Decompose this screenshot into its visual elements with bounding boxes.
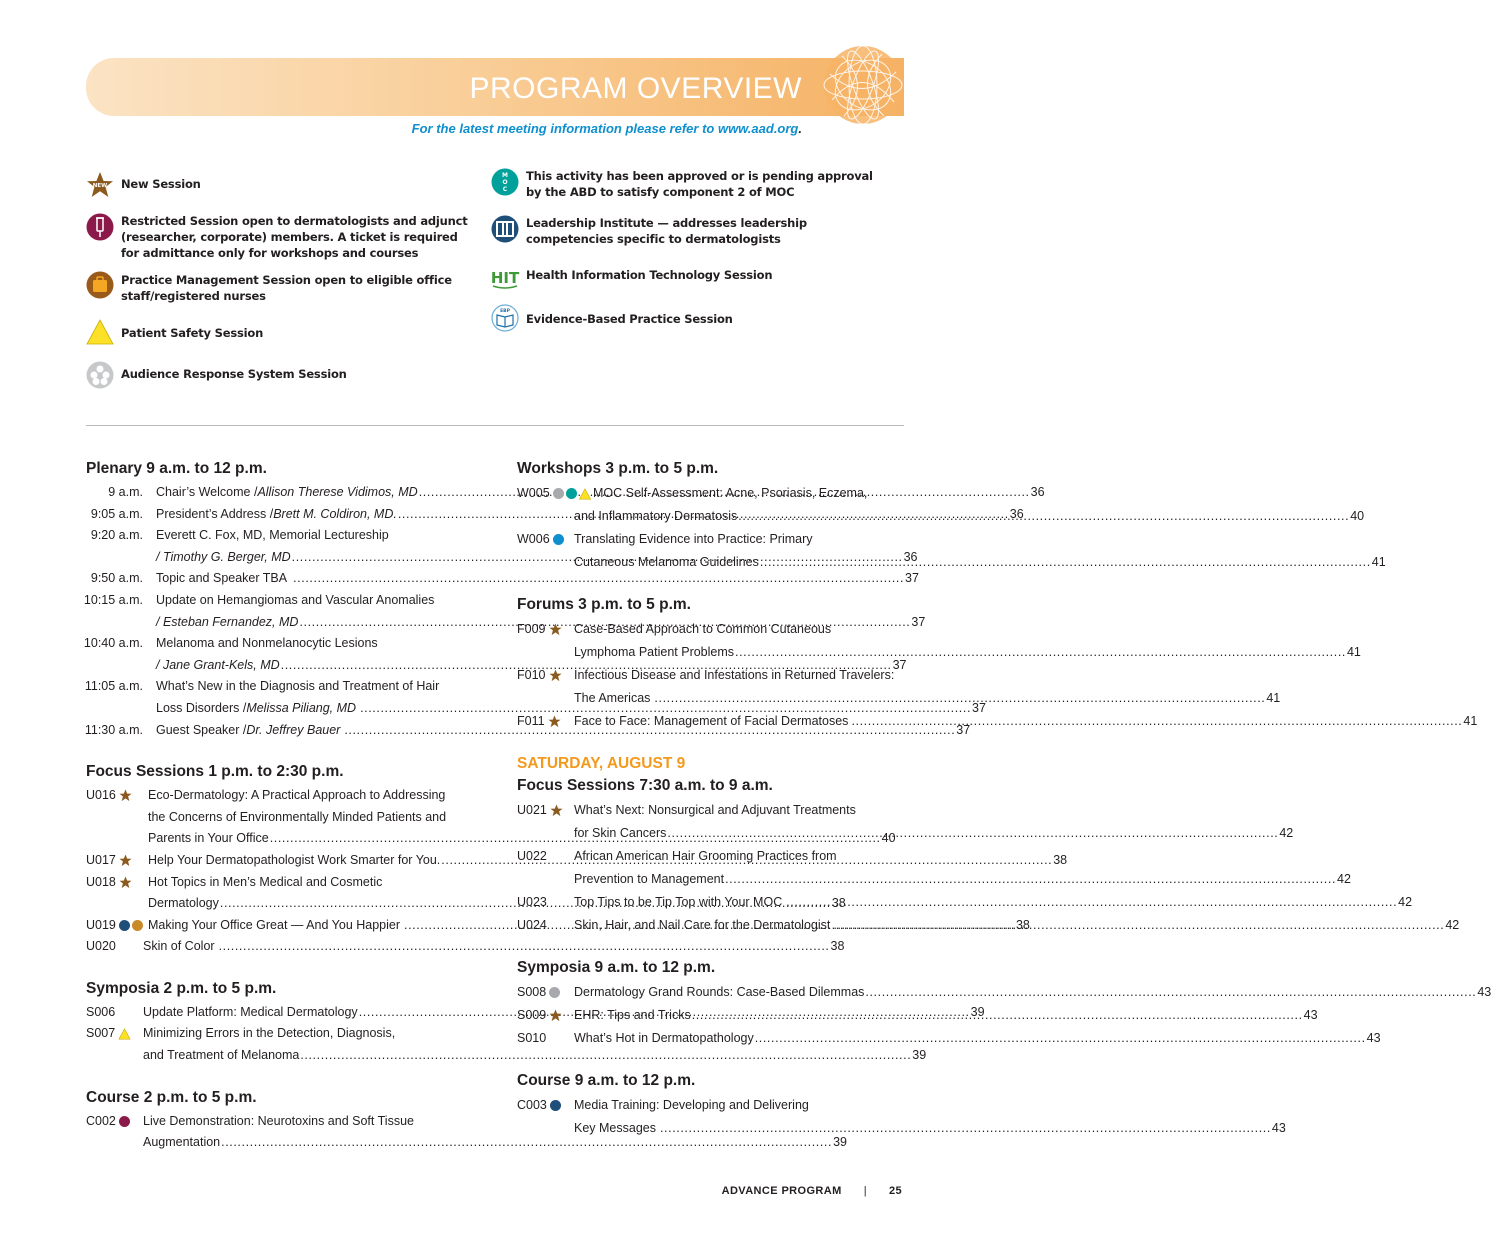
divider (86, 425, 904, 426)
session-code: U019 (86, 917, 116, 932)
entry-title: Topic and Speaker TBA (156, 571, 288, 586)
legend-new-session (86, 171, 466, 199)
new-star-icon (548, 715, 561, 728)
session-entry (86, 936, 845, 958)
entry-title: Update on Hemangiomas and Vascular Anomalies (156, 592, 435, 607)
leadership-dot-icon (550, 1100, 561, 1111)
entry-speaker: Allison Therese Vidimos, MD (257, 485, 418, 499)
session-title-cont: Augmentation (143, 1135, 221, 1150)
hit-icon (491, 262, 519, 290)
session-title: What’s Hot in Dermatopathology (574, 1031, 754, 1045)
session-code: C002 (86, 1113, 116, 1128)
new-star-icon (119, 876, 132, 889)
entry-page: 37 (956, 722, 971, 737)
session-code: S009 (517, 1008, 547, 1022)
new-star-icon (549, 669, 562, 682)
session-page: 43 (1477, 985, 1491, 999)
session-title-cont: Key Messages (574, 1121, 656, 1135)
session-title: Skin, Hair, and Nail Care for the Dermatologist (574, 918, 831, 932)
session-code: U018 (86, 874, 116, 889)
session-title: Live Demonstration: Neurotoxins and Soft Tissue (143, 1113, 414, 1128)
entry-time: 9:50 a.m. (90, 571, 143, 586)
entry-title: Chair’s Welcome / (156, 485, 258, 499)
session-title: Hot Topics in Men’s Medical and Cosmetic (148, 874, 383, 889)
entry-page: 36 (1030, 485, 1045, 499)
session-title: Top Tips to be Tip Top with Your MOC (574, 895, 783, 909)
legend-new-session-text: New Session (121, 177, 201, 191)
session-title-cont: The Americas (574, 691, 651, 705)
moc-dot-icon (566, 488, 577, 499)
session-code: U021 (517, 803, 547, 817)
legend-leadership-text: Leadership Institute — addresses leadership competencies specific to dermatologists (526, 216, 807, 246)
ebp-badge-text: EBP (500, 309, 510, 314)
forums-heading: Forums 3 p.m. to 5 p.m. (517, 596, 691, 613)
session-title: Update Platform: Medical Dermatology (143, 1004, 358, 1019)
restricted-dot-icon (119, 1116, 130, 1127)
session-page: 40 (1350, 509, 1365, 523)
legend-ebp-text: Evidence-Based Practice Session (526, 312, 733, 326)
entry-title: What’s New in the Diagnosis and Treatment of Hair (156, 679, 440, 694)
session-title: Eco-Dermatology: A Practical Approach to Addressing (148, 788, 446, 803)
ebp-dot-icon (553, 534, 564, 545)
session-code: W005 (517, 486, 550, 500)
session-title: Making Your Office Great — And You Happier (148, 917, 401, 932)
session-page: 42 (1398, 895, 1413, 909)
entry-speaker: / Timothy G. Berger, MD (156, 549, 291, 564)
svg-text:O: O (502, 179, 508, 186)
session-page: 39 (833, 1135, 847, 1150)
entry-time: 11:30 a.m. (84, 722, 143, 737)
saturday-course-heading: Course 9 a.m. to 12 p.m. (517, 1072, 696, 1089)
entry-time: 9:05 a.m. (90, 506, 143, 521)
session-title: Translating Evidence into Practice: Primary (574, 532, 813, 546)
moc-icon (491, 168, 519, 196)
entry-title: President’s Address / (156, 506, 274, 521)
session-page: 43 (1366, 1031, 1381, 1045)
entry-title-cont: Loss Disorders / (156, 700, 247, 715)
new-star-icon (549, 1009, 562, 1022)
legend-audience-response (86, 361, 466, 389)
session-code: U017 (86, 852, 116, 867)
legend-audience-response-text: Audience Response System Session (121, 367, 347, 381)
new-star-icon (119, 854, 132, 867)
session-code: F009 (517, 622, 546, 636)
session-page: 38 (1053, 852, 1068, 867)
svg-text:M: M (502, 172, 508, 179)
page-title: PROGRAM OVERVIEW (469, 72, 802, 105)
session-page: 41 (1463, 714, 1478, 728)
entry-page: 37 (972, 700, 986, 715)
subtitle (0, 121, 802, 136)
session-page: 42 (1445, 918, 1460, 932)
entry-time: 9:20 a.m. (90, 528, 143, 543)
session-page: 38 (830, 939, 845, 954)
session-title: Media Training: Developing and Delivering (574, 1098, 809, 1112)
session-code: C003 (517, 1098, 547, 1112)
session-code: U016 (86, 788, 116, 803)
session-page: 42 (1279, 826, 1294, 840)
subtitle-text: For the latest meeting information please refer to (411, 121, 718, 136)
entry-title: Everett C. Fox, MD, Memorial Lectureship (156, 528, 389, 543)
ebp-book-icon (491, 304, 519, 332)
session-code: U024 (517, 918, 547, 932)
session-title-cont: Prevention to Management (574, 872, 725, 886)
session-title-cont: and Treatment of Melanoma (143, 1048, 300, 1063)
day-heading: SATURDAY, AUGUST 9 (517, 755, 686, 772)
page-number: 25 (888, 1185, 902, 1197)
legend-restricted (86, 213, 471, 261)
entry-time: 9 a.m. (108, 485, 143, 499)
patient-safety-triangle-icon (118, 1028, 131, 1040)
audience-response-dot-icon (553, 488, 564, 499)
legend-hit (491, 262, 876, 290)
hit-badge-text: HIT (490, 269, 520, 287)
audience-response-dot-icon (549, 987, 560, 998)
new-badge-text: NEW (92, 183, 108, 189)
footer-label: ADVANCE PROGRAM (721, 1185, 842, 1197)
entry-page: 36 (903, 549, 918, 564)
session-code: S008 (517, 985, 547, 999)
footer-separator: | (863, 1185, 867, 1197)
session-entry (517, 799, 1294, 845)
session-title: Minimizing Errors in the Detection, Diagnosis, (143, 1026, 396, 1041)
legend-practice-management-text: Practice Management Session open to eligible office staff/registered nurses (121, 273, 452, 303)
session-title: MOC Self-Assessment: Acne, Psoriasis, Eczema, (593, 486, 868, 500)
legend-moc-text: This activity has been approved or is pending approval by the ABD to satisfy component 2 of MOC (526, 169, 873, 199)
entry-time: 10:40 a.m. (83, 636, 143, 651)
saturday-symposia-heading: Symposia 9 a.m. to 12 p.m. (517, 959, 716, 976)
new-star-icon (119, 789, 132, 802)
saturday-course-section (517, 1070, 1286, 1140)
session-title: Case-Based Approach to Common Cutaneous (574, 622, 832, 636)
leadership-icon (491, 215, 519, 243)
new-star-icon (550, 804, 563, 817)
triangle-icon (86, 318, 114, 346)
session-title: Face to Face: Management of Facial Dermatoses (574, 714, 849, 728)
session-title-cont: Lymphoma Patient Problems (574, 645, 735, 659)
session-code: U023 (517, 895, 547, 909)
session-page: 38 (1015, 917, 1030, 932)
course-heading: Course 2 p.m. to 5 p.m. (86, 1088, 257, 1106)
symposia-heading: Symposia 2 p.m. to 5 p.m. (86, 979, 277, 997)
session-code: W006 (517, 532, 550, 546)
session-page: 43 (1271, 1121, 1286, 1135)
audience-response-icon (86, 361, 114, 389)
session-title: Dermatology Grand Rounds: Case-Based Dilemmas (574, 985, 865, 999)
entry-speaker: Brett M. Coldiron, MD. (273, 506, 397, 521)
session-title: EHR: Tips and Tricks (574, 1008, 691, 1022)
session-title-cont: Dermatology (148, 896, 219, 911)
session-entry (517, 1027, 1381, 1050)
session-code: F010 (517, 668, 546, 682)
practice-management-dot-icon (132, 920, 143, 931)
legend-hit-text: Health Information Technology Session (526, 268, 773, 282)
session-code: S010 (517, 1031, 547, 1045)
legend-ebp (491, 304, 876, 332)
session-title-cont: for Skin Cancers (574, 826, 667, 840)
session-page: 41 (1371, 555, 1386, 569)
saturday-focus-heading: Focus Sessions 7:30 a.m. to 9 a.m. (517, 777, 773, 794)
session-title: Infectious Disease and Infestations in Returned Travelers: (574, 668, 895, 682)
focus-sessions-heading: Focus Sessions 1 p.m. to 2:30 p.m. (86, 763, 344, 781)
briefcase-icon (86, 271, 114, 299)
globe-graphic (822, 44, 904, 126)
session-page: 41 (1266, 691, 1281, 705)
legend-moc (491, 168, 876, 200)
session-title-cont: Parents in Your Office (148, 831, 269, 846)
session-page: 41 (1346, 645, 1361, 659)
session-title: African American Hair Grooming Practices from (574, 849, 837, 863)
session-page: 42 (1337, 872, 1351, 886)
session-page: 40 (881, 831, 896, 846)
session-title: Skin of Color (143, 939, 215, 954)
entry-page: 37 (911, 614, 926, 629)
entry-page: 36 (1009, 506, 1024, 521)
session-title-cont: the Concerns of Environmentally Minded Patients and (148, 809, 447, 824)
footer (722, 1185, 902, 1197)
entry-speaker: Dr. Jeffrey Bauer (246, 722, 341, 737)
ticket-icon (86, 213, 114, 241)
session-page: 39 (912, 1048, 927, 1063)
legend-leadership (491, 215, 876, 247)
legend-practice-management (86, 271, 466, 304)
session-entry (517, 981, 1491, 1004)
session-code: F011 (517, 714, 545, 728)
session-code: S006 (86, 1004, 116, 1019)
entry-title: Melanoma and Nonmelanocytic Lesions (156, 636, 378, 651)
entry-title: Guest Speaker / (156, 722, 247, 737)
header-banner (86, 58, 904, 116)
website-link[interactable]: www.aad.org (717, 121, 799, 136)
entry-speaker: Melissa Piliang, MD (246, 700, 357, 715)
plenary-heading: Plenary 9 a.m. to 12 p.m. (86, 460, 267, 477)
session-page: 38 (831, 896, 846, 911)
session-code: U022 (517, 849, 547, 863)
session-title-cont: Cutaneous Melanoma Guidelines (574, 555, 759, 569)
svg-text:C: C (502, 186, 508, 193)
session-title-cont: and Inflammatory Dermatosis (574, 509, 738, 523)
session-code: S007 (86, 1026, 116, 1041)
session-title: What’s Next: Nonsurgical and Adjuvant Treatments (574, 803, 856, 817)
legend-patient-safety-text: Patient Safety Session (121, 326, 264, 340)
entry-speaker: / Jane Grant-Kels, MD (156, 657, 280, 672)
patient-safety-triangle-icon (579, 488, 591, 500)
entry-page: 37 (905, 571, 919, 586)
workshops-heading: Workshops 3 p.m. to 5 p.m. (517, 460, 719, 477)
entry-time: 10:15 a.m. (83, 592, 143, 607)
entry-speaker: / Esteban Fernandez, MD (156, 614, 299, 629)
session-entry (517, 1094, 1286, 1140)
session-code: U020 (86, 939, 116, 954)
new-star-icon (86, 171, 114, 199)
session-entry (517, 891, 1413, 914)
entry-page: 37 (892, 657, 907, 672)
session-title: Help Your Dermatopathologist Work Smarter for You. (148, 852, 441, 867)
legend-patient-safety (86, 318, 466, 346)
session-page: 39 (970, 1004, 985, 1019)
entry-time: 11:05 a.m. (84, 679, 143, 694)
session-page: 43 (1303, 1008, 1318, 1022)
leadership-dot-icon (119, 920, 130, 931)
subtitle-period: . (798, 121, 802, 136)
new-star-icon (549, 623, 562, 636)
schedule-entry (86, 568, 919, 590)
legend-restricted-text: Restricted Session open to dermatologists and adjunct (researcher, corporate) members. A ticket is required for admittance only for workshops and courses (121, 214, 468, 260)
